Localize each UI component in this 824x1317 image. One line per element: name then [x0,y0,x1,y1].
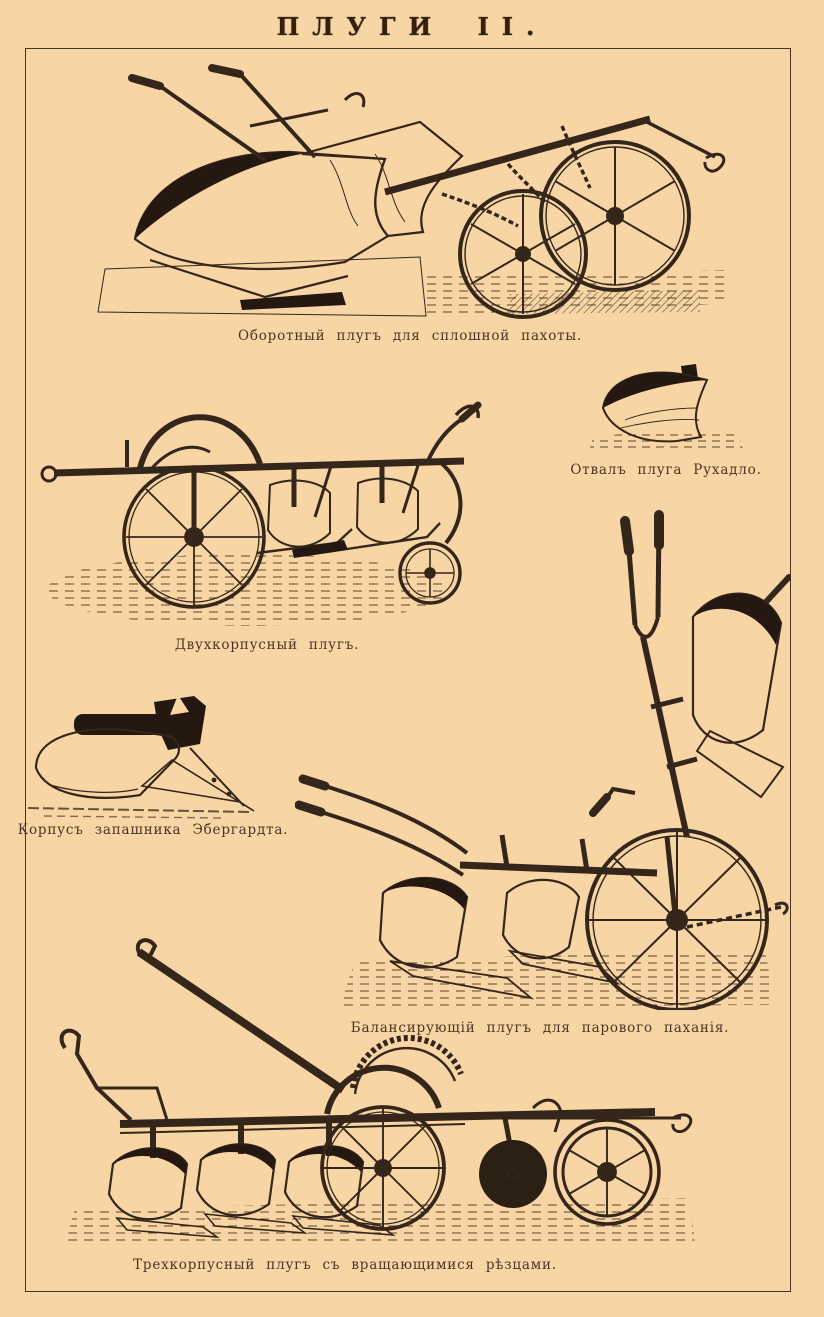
three-body-plow-illustration [35,936,705,1251]
ruchadlo-moldboard-illustration [585,360,750,460]
figure-caption: Балансирующій плугъ для парового паханія. [350,1020,730,1036]
figure-caption: Корпусъ запашника Эбергардта. [17,822,289,838]
figure-caption: Двухкорпусный плугъ. [174,637,360,653]
figure-balancing-plow [295,505,790,1010]
figure-reversible-plow [90,64,730,326]
figure-ebergardt-zapashnik [22,690,257,820]
figure-three-body-plow [35,936,705,1251]
figure-caption: Трехкорпусный плугъ съ вращающимися рѣзцами. [133,1257,557,1273]
reversible-plow-illustration [90,64,730,326]
figure-ruchadlo-moldboard [585,360,750,460]
figure-caption: Отвалъ плуга Рухадло. [570,462,762,478]
figure-caption: Оборотный плугъ для сплошной пахоты. [237,328,583,344]
ebergardt-zapashnik-illustration [22,690,257,820]
balancing-plow-illustration [295,505,790,1010]
page-title: ПЛУГИ II. [276,12,548,41]
